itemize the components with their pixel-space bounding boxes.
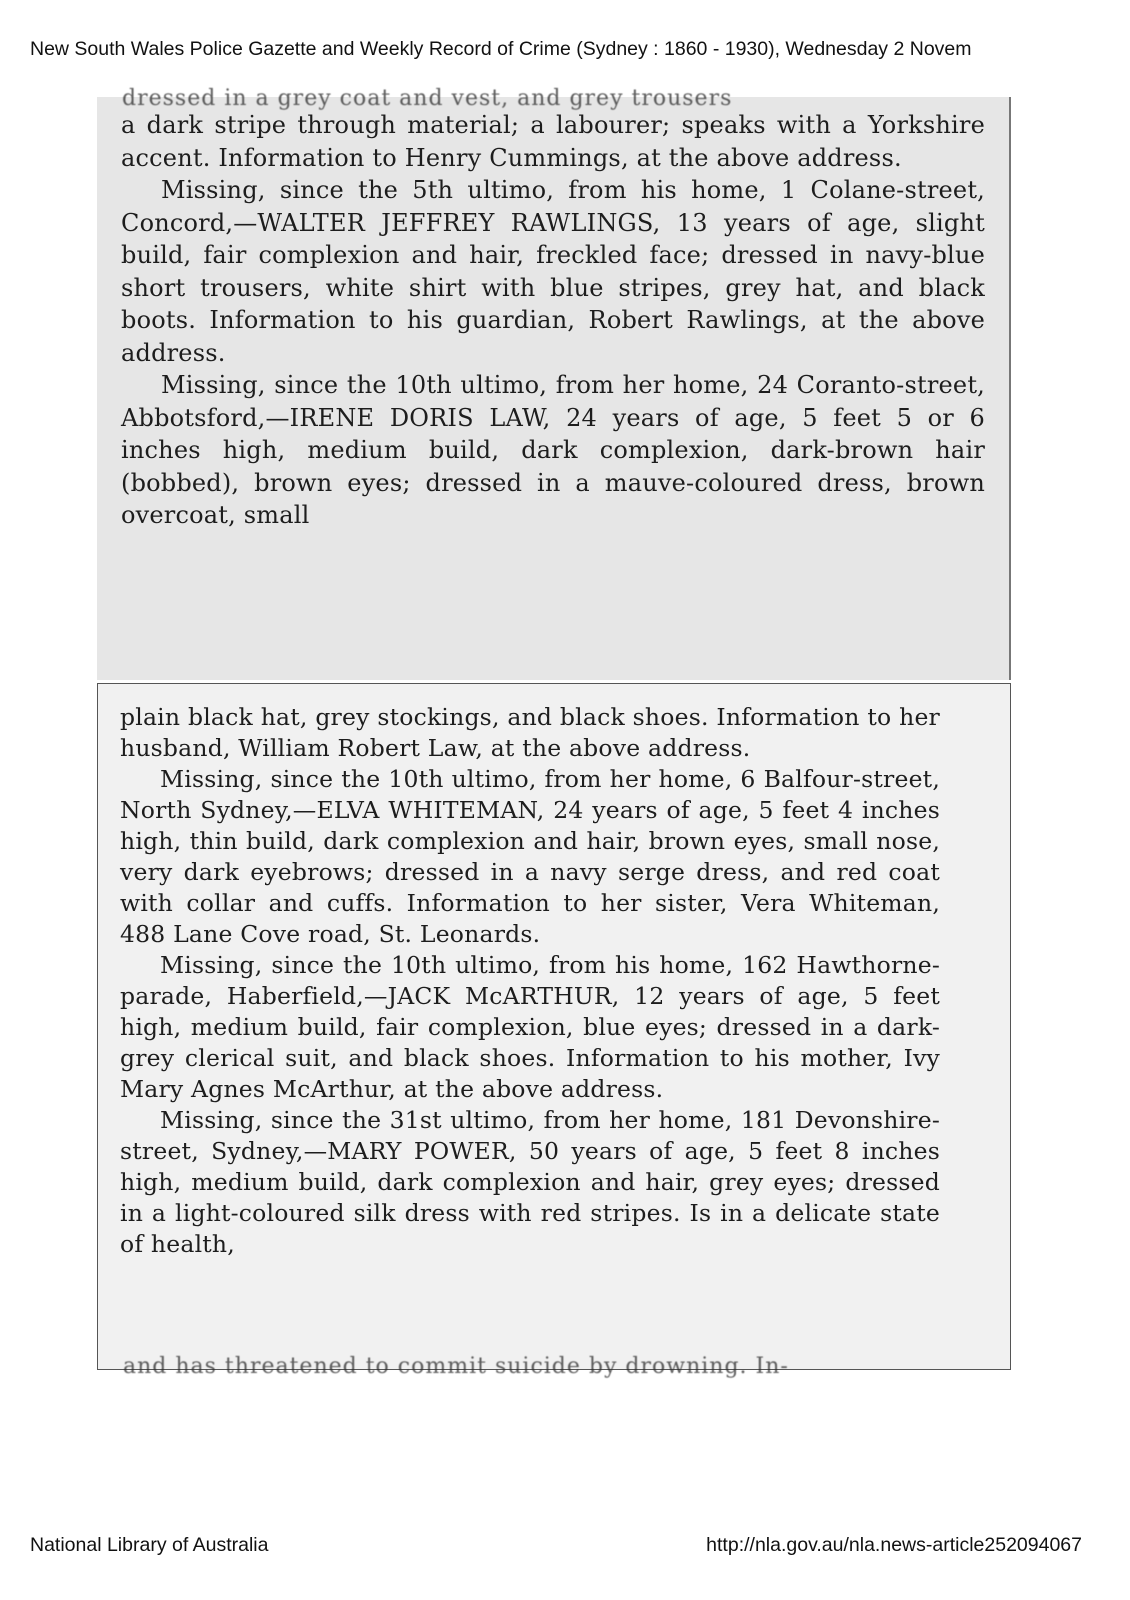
clipped-text-line-bottom: and has threatened to commit suicide by drowning. In-	[123, 1354, 789, 1379]
newspaper-clipping-upper	[97, 86, 1011, 680]
article-paragraph: Missing, since the 10th ultimo, from her home, 6 Balfour-street, North Sydney,—ELVA WHITEMAN, 24 years of age, 5 feet 4 inches high, thin build, dark complexion and hair, brown eyes, small nose, very dark eyebrows; dressed in a navy serge dress, and red coat with collar and cuffs. Information to her sister, Vera Whiteman, 488 Lane Cove road, St. Leonards.	[120, 765, 940, 948]
article-paragraph: Missing, since the 10th ultimo, from his home, 162 Hawthorne-parade, Haberfield,—JACK McARTHUR, 12 years of age, 5 feet high, medium build, fair complexion, blue eyes; dressed in a dark-grey clerical suit, and black shoes. Information to his mother, Ivy Mary Agnes McArthur, at the above address.	[120, 951, 940, 1103]
article-text-upper	[121, 109, 985, 532]
clipped-text-line-top: dressed in a grey coat and vest, and grey trousers	[122, 86, 733, 111]
page-header-title: New South Wales Police Gazette and Weekly Record of Crime (Sydney : 1860 - 1930), Wednesday 2 Novem	[30, 38, 972, 60]
article-paragraph: Missing, since the 10th ultimo, from her home, 24 Coranto-street, Abbotsford,—IRENE DORIS LAW, 24 years of age, 5 feet 5 or 6 inches high, medium build, dark complexion, dark-brown hair (bobbed), brown eyes; dressed in a mauve-coloured dress, brown overcoat, small	[121, 371, 985, 529]
footer-url[interactable]: http://nla.gov.au/nla.news-article252094067	[706, 1534, 1082, 1556]
footer-source: National Library of Australia	[30, 1534, 269, 1556]
article-paragraph: Missing, since the 31st ultimo, from her home, 181 Devonshire-street, Sydney,—MARY POWER, 50 years of age, 5 feet 8 inches high, medium build, dark complexion and hair, grey eyes; dressed in a light-coloured silk dress with red stripes. Is in a delicate state of health,	[120, 1106, 940, 1258]
newspaper-clipping-lower	[97, 683, 1011, 1379]
article-text-lower	[120, 702, 940, 1260]
article-paragraph: Missing, since the 5th ultimo, from his home, 1 Colane-street, Concord,—WALTER JEFFREY RAWLINGS, 13 years of age, slight build, fair complexion and hair, freckled face; dressed in navy-blue short trousers, white shirt with blue stripes, grey hat, and black boots. Information to his guardian, Robert Rawlings, at the above address.	[121, 176, 985, 367]
article-paragraph: plain black hat, grey stockings, and black shoes. Information to her husband, William Robert Law, at the above address.	[120, 703, 940, 762]
article-paragraph: a dark stripe through material; a labourer; speaks with a Yorkshire accent. Information to Henry Cummings, at the above address.	[121, 111, 985, 172]
